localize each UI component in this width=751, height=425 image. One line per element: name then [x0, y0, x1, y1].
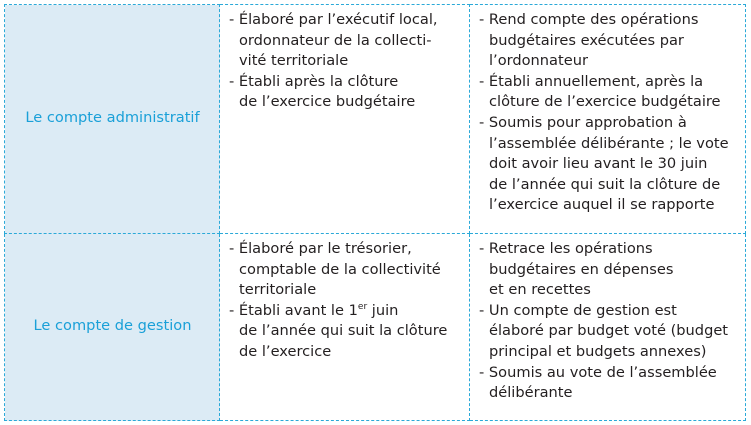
- text-line: - Soumis pour approbation à: [479, 113, 687, 131]
- text-line: de l’exercice: [239, 342, 332, 360]
- row-header-compte-de-gestion: Le compte de gestion: [5, 234, 220, 421]
- text-line: - Un compte de gestion est: [479, 301, 677, 319]
- text-line: de l’année qui suit la clôture: [239, 322, 448, 340]
- text-line: [229, 301, 461, 322]
- text-line: - Soumis au vote de l’assemblée: [479, 363, 717, 381]
- text-line: - Établi après la clôture: [229, 72, 399, 90]
- row-header-compte-administratif: Le compte administratif: [5, 5, 220, 234]
- text-line: territoriale: [239, 281, 317, 299]
- cell-compte-de-gestion-elaboration: [220, 234, 470, 421]
- text-line: - Élaboré par le trésorier,: [229, 240, 412, 257]
- superscript: er: [357, 301, 368, 312]
- text-line: et en recettes: [489, 281, 591, 299]
- text-line: clôture de l’exercice budgétaire: [489, 93, 721, 111]
- text-line: budgétaires exécutées par: [489, 31, 684, 49]
- table-row: [5, 5, 746, 234]
- text-line: comptable de la collectivité: [239, 260, 441, 278]
- text-line: délibérante: [489, 384, 573, 402]
- text-line: - Élaboré par l’exécutif local,: [229, 11, 438, 28]
- table-row: [5, 234, 746, 421]
- text-line: l’exercice auquel il se rapporte: [489, 196, 715, 214]
- text-line: l’ordonnateur: [489, 52, 588, 70]
- text-line: budgétaires en dépenses: [489, 260, 674, 278]
- text-line: de l’année qui suit la clôture de: [489, 175, 721, 193]
- text-line: l’assemblée délibérante ; le vote: [489, 134, 729, 152]
- text-line: ordonnateur de la collecti-: [239, 31, 432, 49]
- text-line: - Rend compte des opérations: [479, 11, 699, 28]
- text-line: vité territoriale: [239, 52, 349, 70]
- text-line: - Établi annuellement, après la: [479, 72, 704, 90]
- text-line: principal et budgets annexes): [489, 342, 707, 360]
- cell-compte-de-gestion-role: [470, 234, 746, 421]
- text-fragment: - Établi avant le 1: [229, 301, 358, 319]
- comparison-table: [4, 4, 746, 421]
- text-fragment: juin: [367, 301, 399, 319]
- text-line: doit avoir lieu avant le 30 juin: [489, 155, 708, 173]
- text-line: élaboré par budget voté (budget: [489, 322, 729, 340]
- text-line: - Retrace les opérations: [479, 240, 653, 257]
- text-line: de l’exercice budgétaire: [239, 93, 416, 111]
- cell-compte-administratif-elaboration: [220, 5, 470, 234]
- cell-compte-administratif-role: [470, 5, 746, 234]
